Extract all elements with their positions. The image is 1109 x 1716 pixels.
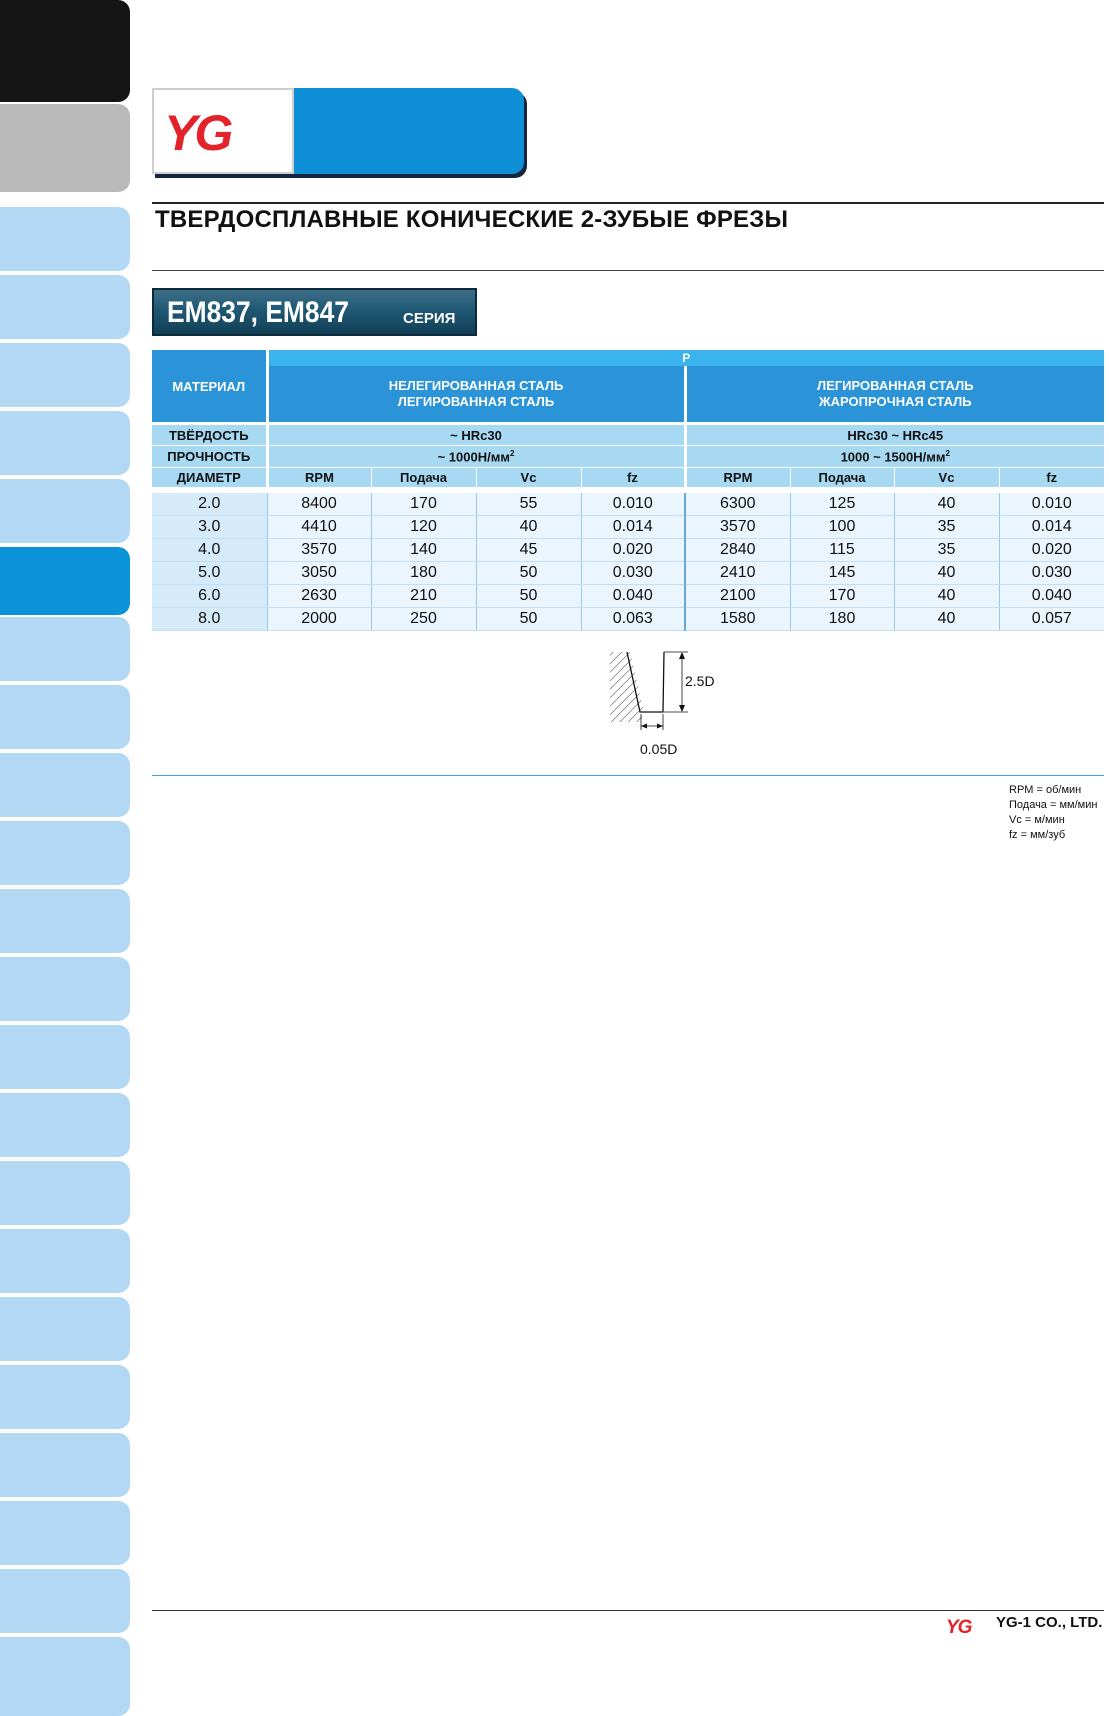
fz-cell: 0.040 — [581, 584, 685, 607]
side-tab[interactable] — [0, 411, 130, 475]
vc-cell: 40 — [894, 607, 999, 630]
material-group-1-line2: ЛЕГИРОВАННАЯ СТАЛЬ — [397, 394, 555, 409]
vc-cell: 40 — [894, 561, 999, 584]
col-header: Подача — [371, 468, 476, 490]
col-header: RPM — [267, 468, 371, 490]
company-name: YG-1 CO., LTD. — [996, 1614, 1103, 1631]
feed-cell: 120 — [371, 515, 476, 538]
fz-cell: 0.057 — [999, 607, 1104, 630]
strength-group-1-value: ~ 1000Н/мм — [437, 449, 510, 465]
footer-yg-logo-icon — [944, 1615, 992, 1637]
yg-logo-icon — [154, 90, 292, 172]
rpm-cell: 3570 — [267, 538, 371, 561]
feed-cell: 100 — [790, 515, 894, 538]
table-row — [152, 607, 1104, 630]
feed-cell: 125 — [790, 490, 894, 516]
col-header: Vc — [476, 468, 581, 490]
vc-cell: 55 — [476, 490, 581, 516]
depth-label: 2.5D — [685, 673, 715, 689]
vc-cell: 50 — [476, 561, 581, 584]
side-tab[interactable] — [0, 821, 130, 885]
vc-cell: 40 — [476, 515, 581, 538]
svg-text:YG: YG — [946, 1617, 972, 1637]
side-tab[interactable] — [0, 753, 130, 817]
units-legend — [1009, 783, 1097, 843]
series-badge — [152, 288, 477, 336]
feed-cell: 180 — [790, 607, 894, 630]
col-header: fz — [581, 468, 685, 490]
material-group-2-line2: ЖАРОПРОЧНАЯ СТАЛЬ — [818, 394, 972, 409]
feed-cell: 170 — [790, 584, 894, 607]
strength-group-2 — [685, 446, 1104, 468]
svg-text:YG: YG — [164, 105, 231, 161]
strength-group-1-sup: 2 — [509, 448, 515, 458]
diameter-cell: 2.0 — [152, 490, 267, 516]
col-header: fz — [999, 468, 1104, 490]
material-group-p: P — [267, 350, 1104, 366]
side-tab[interactable] — [0, 1637, 130, 1716]
strength-label: ПРОЧНОСТЬ — [152, 446, 267, 468]
side-tab[interactable] — [0, 104, 130, 192]
feed-cell: 145 — [790, 561, 894, 584]
legend-fz: fz = мм/зуб — [1009, 829, 1066, 841]
material-group-2 — [685, 366, 1104, 424]
fz-cell: 0.040 — [999, 584, 1104, 607]
brand-logo — [152, 88, 294, 174]
rpm-cell: 2100 — [685, 584, 790, 607]
legend-rpm: RPM = об/мин — [1009, 784, 1082, 796]
vc-cell: 50 — [476, 584, 581, 607]
vc-cell: 40 — [894, 584, 999, 607]
rpm-cell: 3050 — [267, 561, 371, 584]
diameter-cell: 5.0 — [152, 561, 267, 584]
side-tab[interactable] — [0, 275, 130, 339]
rpm-cell: 4410 — [267, 515, 371, 538]
page-title: ТВЕРДОСПЛАВНЫЕ КОНИЧЕСКИЕ 2-ЗУБЫЕ ФРЕЗЫ — [155, 206, 789, 233]
feed-cell: 250 — [371, 607, 476, 630]
vc-cell: 40 — [894, 490, 999, 516]
rpm-cell: 2630 — [267, 584, 371, 607]
feed-cell: 210 — [371, 584, 476, 607]
hardness-group-2: HRc30 ~ HRc45 — [685, 424, 1104, 446]
diameter-cell: 6.0 — [152, 584, 267, 607]
material-group-1-line1: НЕЛЕГИРОВАННАЯ СТАЛЬ — [388, 378, 564, 393]
side-tab[interactable] — [0, 1297, 130, 1361]
feed-cell: 180 — [371, 561, 476, 584]
fz-cell: 0.030 — [999, 561, 1104, 584]
side-tab[interactable] — [0, 889, 130, 953]
side-tab[interactable] — [0, 1229, 130, 1293]
strength-group-1 — [267, 446, 685, 468]
side-tab[interactable] — [0, 343, 130, 407]
fz-cell: 0.020 — [581, 538, 685, 561]
title-rule-bottom — [152, 270, 1104, 271]
table-row — [152, 538, 1104, 561]
series-suffix: СЕРИЯ — [403, 310, 456, 327]
rpm-cell: 3570 — [685, 515, 790, 538]
width-label: 0.05D — [640, 741, 678, 757]
diameter-cell: 4.0 — [152, 538, 267, 561]
fz-cell: 0.014 — [999, 515, 1104, 538]
col-header: Подача — [790, 468, 894, 490]
col-header: RPM — [685, 468, 790, 490]
fz-cell: 0.020 — [999, 538, 1104, 561]
material-group-1 — [267, 366, 685, 424]
side-tab[interactable] — [0, 1025, 130, 1089]
table-row — [152, 490, 1104, 516]
table-row — [152, 515, 1104, 538]
feed-cell: 140 — [371, 538, 476, 561]
fz-cell: 0.014 — [581, 515, 685, 538]
series-name: EM837, EM847 — [167, 296, 349, 329]
fz-cell: 0.010 — [581, 490, 685, 516]
side-tab[interactable] — [0, 617, 130, 681]
vc-cell: 45 — [476, 538, 581, 561]
side-tab-active[interactable] — [0, 547, 130, 615]
feed-cell: 115 — [790, 538, 894, 561]
vc-cell: 35 — [894, 515, 999, 538]
diameter-cell: 8.0 — [152, 607, 267, 630]
hatched-material — [610, 652, 644, 722]
side-tab[interactable] — [0, 0, 130, 102]
fz-cell: 0.010 — [999, 490, 1104, 516]
table-row — [152, 561, 1104, 584]
strength-group-2-value: 1000 ~ 1500Н/мм — [840, 449, 946, 465]
footer-rule — [152, 1610, 1104, 1611]
rpm-cell: 1580 — [685, 607, 790, 630]
rpm-cell: 2840 — [685, 538, 790, 561]
table-row — [152, 584, 1104, 607]
fz-cell: 0.030 — [581, 561, 685, 584]
hardness-label: ТВЁРДОСТЬ — [152, 424, 267, 446]
rpm-cell: 8400 — [267, 490, 371, 516]
side-tab[interactable] — [0, 1365, 130, 1429]
side-tab[interactable] — [0, 479, 130, 543]
diameter-label: ДИАМЕТР — [152, 468, 267, 490]
side-tab[interactable] — [0, 1161, 130, 1225]
col-header: Vc — [894, 468, 999, 490]
feed-cell: 170 — [371, 490, 476, 516]
strength-group-2-sup: 2 — [945, 448, 950, 458]
side-tab[interactable] — [0, 1433, 130, 1497]
rpm-cell: 6300 — [685, 490, 790, 516]
hardness-group-1: ~ HRc30 — [267, 424, 685, 446]
side-tab[interactable] — [0, 207, 130, 271]
cutting-data-table — [152, 350, 1104, 631]
material-group-2-line1: ЛЕГИРОВАННАЯ СТАЛЬ — [816, 378, 974, 393]
fz-cell: 0.063 — [581, 607, 685, 630]
side-tab[interactable] — [0, 1569, 130, 1633]
side-tab[interactable] — [0, 957, 130, 1021]
side-tab[interactable] — [0, 1501, 130, 1565]
rpm-cell: 2410 — [685, 561, 790, 584]
rpm-cell: 2000 — [267, 607, 371, 630]
material-label: МАТЕРИАЛ — [152, 350, 267, 424]
section-divider — [152, 775, 1104, 776]
side-tab[interactable] — [0, 685, 130, 749]
vc-cell: 35 — [894, 538, 999, 561]
legend-vc: Vc = м/мин — [1009, 814, 1065, 826]
diameter-cell: 3.0 — [152, 515, 267, 538]
title-rule-top — [152, 202, 1104, 204]
vc-cell: 50 — [476, 607, 581, 630]
side-tab[interactable] — [0, 1093, 130, 1157]
legend-feed: Подача = мм/мин — [1009, 799, 1098, 811]
